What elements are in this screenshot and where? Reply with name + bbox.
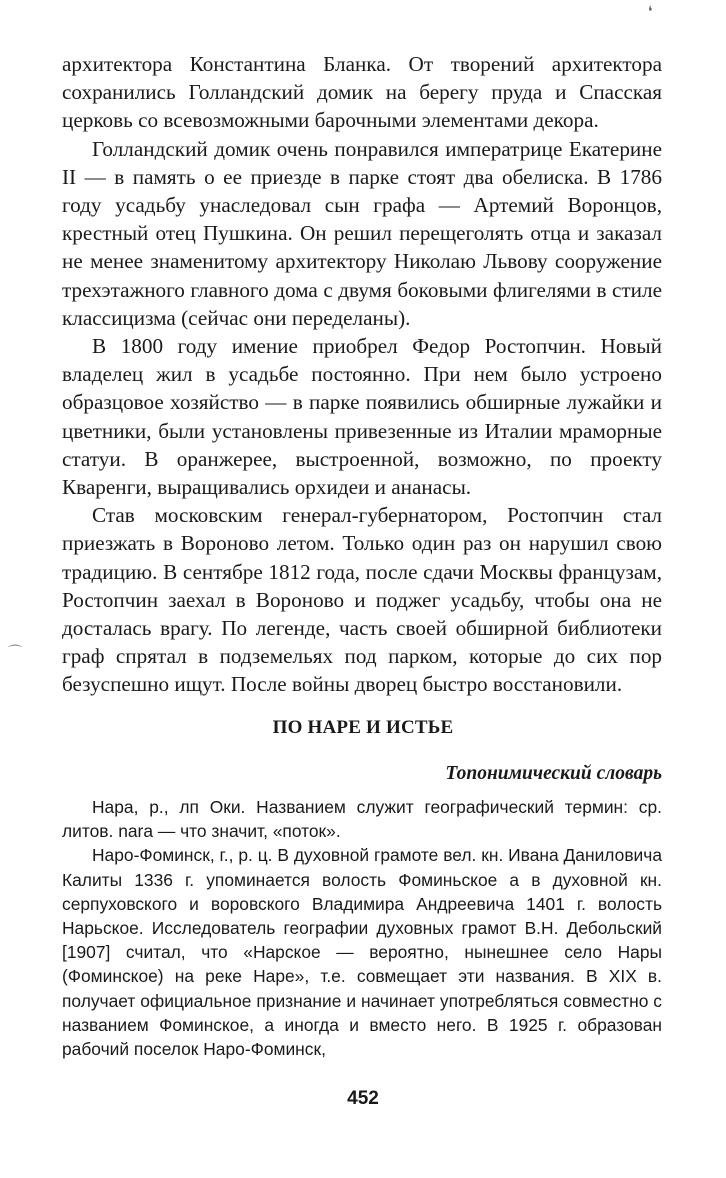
dictionary-text [62,795,662,1061]
paragraph-2: Голландский домик очень понравился императрице Екатерине II — в память о ее приезде в парке стоят два обелиска. В 1786 году усадьбу унаследовал сын графа — Артемий Воронцов, крестный отец Пушкина. Он решил перещеголять отца и заказал не менее знаменитому архитектору Николаю Львову сооружение трехэтажного главного дома с двумя боковыми флигелями в стиле классицизма (сейчас они переделаны). [62,136,662,330]
paragraph-4: Став московским генерал-губернатором, Ростопчин стал приезжать в Вороново летом. Только один раз он нарушил свою традицию. В сентябре 1812 года, после сдачи Москвы французам, Ростопчин заехал в Вороново и поджег усадьбу, чтобы она не досталась врагу. По легенде, часть своей обширной библиотеки граф спрятал в подземельях под парком, которые до сих пор безуспешно ищут. После войны дворец быстро восстановили. [62,503,662,697]
dictionary-entry-naro-fominsk: Наро-Фоминск, г., р. ц. В духовной грамоте вел. кн. Ивана Даниловича Калиты 1336 г. упоминается волость Фоминьское а в духовной кн. серпуховского и воровского Владимира Андреевича 1401 г. волость Нарьское. Исследователь географии духовных грамот В.Н. Дебольский [1907] считал, что «Нарское — вероятно, нынешнее село Нары (Фоминское) на реке Наре», т.е. совмещает эти названия. В XIX в. получает официальное признание и начинает употребляться совместно с названием Фоминское, а иногда и вместо него. В 1925 г. образован рабочий поселок Наро-Фоминск, [62,845,662,1060]
main-text [62,50,662,699]
dictionary-heading: Топонимический словарь [445,763,662,784]
paragraph-3: В 1800 году имение приобрел Федор Ростопчин. Новый владелец жил в усадьбе постоянно. При нем было устроено образцовое хозяйство — в парке появились обширные лужайки и цветники, были установлены привезенные из Италии мраморные статуи. В оранжерее, выстроенной, возможно, по проекту Кваренги, выращивались орхидеи и ананасы. [62,334,662,500]
scan-speck-icon: ❛ [648,4,653,20]
paragraph-1: архитектора Константина Бланка. От творений архитектора сохранились Голландский домик на берегу пруда и Спасская церковь со всевозможными барочными элементами декора. [62,52,662,133]
scan-mark-icon: ⌒ [8,645,22,661]
section-heading: ПО НАРЕ И ИСТЬЕ [272,717,454,738]
dictionary-entry-nara: Нара, р., лп Оки. Названием служит географический термин: ср. литов. nara — что значит, «поток». [62,797,662,842]
page-number: 452 [347,1088,379,1109]
